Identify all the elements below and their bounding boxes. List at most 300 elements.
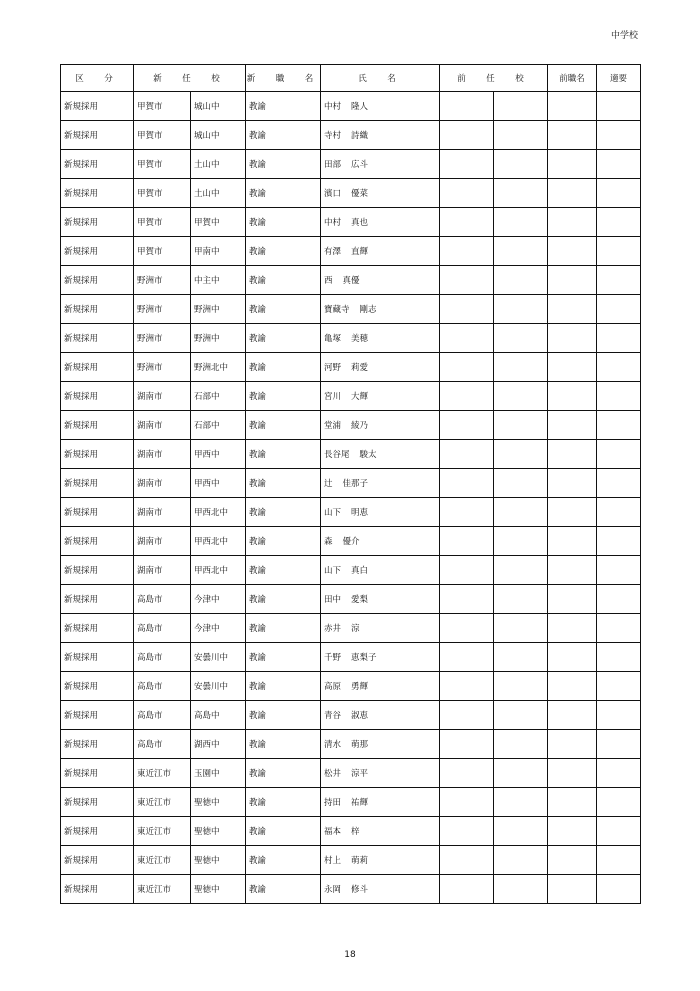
cell-prev-school [494, 150, 548, 179]
cell-school: 甲西中 [191, 440, 246, 469]
cell-name [321, 179, 440, 208]
cell-city: 甲賀市 [134, 208, 191, 237]
cell-city: 野洲市 [134, 295, 191, 324]
cell-remarks [597, 556, 641, 585]
cell-position: 教諭 [246, 150, 321, 179]
cell-city: 高島市 [134, 730, 191, 759]
cell-category: 新規採用 [61, 237, 134, 266]
table-row [61, 585, 641, 614]
cell-city: 東近江市 [134, 788, 191, 817]
table-header-row [61, 65, 641, 92]
given-name: 淑恵 [351, 711, 369, 721]
cell-position: 教諭 [246, 817, 321, 846]
given-name: 明恵 [351, 508, 369, 518]
cell-category: 新規採用 [61, 150, 134, 179]
given-name: 優介 [342, 537, 360, 547]
cell-position: 教諭 [246, 498, 321, 527]
header-new-school: 新 任 校 [134, 65, 246, 92]
family-name: 濱口 [324, 189, 342, 199]
given-name: 萌莉 [351, 856, 369, 866]
cell-name [321, 353, 440, 382]
cell-prev-school-city [440, 643, 494, 672]
cell-position: 教諭 [246, 382, 321, 411]
family-name: 中村 [324, 218, 342, 228]
cell-remarks [597, 614, 641, 643]
cell-name [321, 556, 440, 585]
cell-prev-position [548, 121, 597, 150]
cell-prev-school [494, 324, 548, 353]
cell-prev-position [548, 92, 597, 121]
cell-category: 新規採用 [61, 788, 134, 817]
cell-position: 教諭 [246, 324, 321, 353]
cell-prev-position [548, 150, 597, 179]
cell-prev-position [548, 411, 597, 440]
given-name: 駿太 [359, 450, 377, 460]
cell-prev-school-city [440, 846, 494, 875]
cell-remarks [597, 759, 641, 788]
cell-prev-position [548, 556, 597, 585]
cell-city: 甲賀市 [134, 92, 191, 121]
family-name: 山下 [324, 508, 342, 518]
table-row [61, 179, 641, 208]
cell-category: 新規採用 [61, 614, 134, 643]
table-row [61, 324, 641, 353]
table-row [61, 817, 641, 846]
cell-name [321, 846, 440, 875]
cell-category: 新規採用 [61, 730, 134, 759]
cell-remarks [597, 730, 641, 759]
cell-remarks [597, 875, 641, 904]
cell-prev-position [548, 266, 597, 295]
table-row [61, 846, 641, 875]
family-name: 千野 [324, 653, 342, 663]
cell-city: 高島市 [134, 614, 191, 643]
cell-name [321, 382, 440, 411]
cell-prev-school-city [440, 527, 494, 556]
page-number: 18 [344, 950, 356, 960]
cell-city: 甲賀市 [134, 237, 191, 266]
cell-prev-school-city [440, 411, 494, 440]
cell-school: 聖徳中 [191, 817, 246, 846]
table-row [61, 614, 641, 643]
table-row [61, 353, 641, 382]
given-name: 勇輝 [351, 682, 369, 692]
cell-category: 新規採用 [61, 701, 134, 730]
table-row [61, 672, 641, 701]
given-name: 萌那 [351, 740, 369, 750]
given-name: 愛梨 [351, 595, 369, 605]
cell-prev-school [494, 382, 548, 411]
cell-prev-school-city [440, 150, 494, 179]
table-row [61, 295, 641, 324]
cell-prev-school [494, 92, 548, 121]
given-name: 真優 [342, 276, 360, 286]
table-row [61, 701, 641, 730]
family-name: 持田 [324, 798, 342, 808]
cell-school: 土山中 [191, 150, 246, 179]
given-name: 佳那子 [342, 479, 369, 489]
cell-school: 甲西北中 [191, 527, 246, 556]
cell-prev-position [548, 382, 597, 411]
cell-category: 新規採用 [61, 440, 134, 469]
cell-school: 甲西北中 [191, 498, 246, 527]
table-row [61, 92, 641, 121]
family-name: 中村 [324, 102, 342, 112]
cell-name [321, 324, 440, 353]
family-name: 寶藏寺 [324, 305, 350, 315]
cell-category: 新規採用 [61, 324, 134, 353]
table-row [61, 121, 641, 150]
cell-position: 教諭 [246, 614, 321, 643]
cell-school: 聖徳中 [191, 846, 246, 875]
cell-remarks [597, 585, 641, 614]
cell-city: 東近江市 [134, 875, 191, 904]
cell-prev-position [548, 353, 597, 382]
cell-prev-school-city [440, 498, 494, 527]
cell-prev-school-city [440, 121, 494, 150]
cell-prev-position [548, 730, 597, 759]
table-row [61, 527, 641, 556]
cell-prev-school [494, 469, 548, 498]
cell-name [321, 295, 440, 324]
cell-prev-school-city [440, 92, 494, 121]
cell-prev-school-city [440, 875, 494, 904]
cell-prev-school [494, 498, 548, 527]
cell-name [321, 817, 440, 846]
family-name: 長谷尾 [324, 450, 350, 460]
cell-name [321, 411, 440, 440]
cell-category: 新規採用 [61, 121, 134, 150]
table-row [61, 237, 641, 266]
given-name: 梓 [351, 827, 360, 837]
cell-school: 城山中 [191, 121, 246, 150]
cell-prev-school [494, 295, 548, 324]
cell-name [321, 469, 440, 498]
cell-prev-position [548, 585, 597, 614]
cell-prev-position [548, 788, 597, 817]
cell-city: 野洲市 [134, 353, 191, 382]
cell-position: 教諭 [246, 701, 321, 730]
cell-name [321, 875, 440, 904]
cell-prev-position [548, 875, 597, 904]
family-name: 山下 [324, 566, 342, 576]
cell-prev-position [548, 469, 597, 498]
cell-school: 石部中 [191, 382, 246, 411]
cell-remarks [597, 672, 641, 701]
cell-category: 新規採用 [61, 817, 134, 846]
header-name: 氏 名 [321, 65, 440, 92]
cell-city: 湖南市 [134, 498, 191, 527]
table-row [61, 469, 641, 498]
header-new-position: 新 職 名 [246, 65, 321, 92]
cell-remarks [597, 701, 641, 730]
cell-prev-school [494, 614, 548, 643]
cell-remarks [597, 469, 641, 498]
cell-school: 聖徳中 [191, 875, 246, 904]
cell-prev-school [494, 585, 548, 614]
table-row [61, 759, 641, 788]
cell-prev-school [494, 440, 548, 469]
cell-prev-school [494, 672, 548, 701]
cell-remarks [597, 788, 641, 817]
cell-remarks [597, 498, 641, 527]
cell-prev-school [494, 121, 548, 150]
cell-prev-school [494, 411, 548, 440]
cell-position: 教諭 [246, 92, 321, 121]
cell-category: 新規採用 [61, 266, 134, 295]
cell-name [321, 208, 440, 237]
cell-category: 新規採用 [61, 759, 134, 788]
given-name: 詩織 [351, 131, 369, 141]
cell-position: 教諭 [246, 556, 321, 585]
cell-school: 野洲中 [191, 295, 246, 324]
cell-school: 土山中 [191, 179, 246, 208]
page-label: 中学校 [610, 31, 638, 41]
cell-category: 新規採用 [61, 382, 134, 411]
cell-prev-school-city [440, 585, 494, 614]
cell-school: 安曇川中 [191, 643, 246, 672]
cell-name [321, 121, 440, 150]
cell-remarks [597, 817, 641, 846]
family-name: 森 [324, 537, 333, 547]
table-row [61, 730, 641, 759]
cell-prev-school [494, 730, 548, 759]
cell-city: 湖南市 [134, 556, 191, 585]
cell-position: 教諭 [246, 875, 321, 904]
given-name: 修斗 [351, 885, 369, 895]
cell-prev-position [548, 498, 597, 527]
cell-category: 新規採用 [61, 585, 134, 614]
cell-category: 新規採用 [61, 672, 134, 701]
cell-category: 新規採用 [61, 643, 134, 672]
cell-city: 東近江市 [134, 846, 191, 875]
given-name: 直輝 [351, 247, 369, 257]
cell-remarks [597, 440, 641, 469]
given-name: 剛志 [359, 305, 377, 315]
cell-position: 教諭 [246, 527, 321, 556]
cell-name [321, 585, 440, 614]
family-name: 松井 [324, 769, 342, 779]
cell-name [321, 237, 440, 266]
cell-prev-school-city [440, 440, 494, 469]
cell-category: 新規採用 [61, 179, 134, 208]
cell-remarks [597, 121, 641, 150]
family-name: 高原 [324, 682, 342, 692]
cell-city: 東近江市 [134, 817, 191, 846]
cell-position: 教諭 [246, 266, 321, 295]
cell-name [321, 498, 440, 527]
cell-category: 新規採用 [61, 208, 134, 237]
cell-prev-school-city [440, 295, 494, 324]
cell-prev-school [494, 846, 548, 875]
table-body [61, 92, 641, 904]
cell-position: 教諭 [246, 237, 321, 266]
cell-remarks [597, 324, 641, 353]
header-category: 区 分 [61, 65, 134, 92]
cell-school: 甲賀中 [191, 208, 246, 237]
cell-city: 高島市 [134, 701, 191, 730]
family-name: 田部 [324, 160, 342, 170]
cell-prev-school-city [440, 237, 494, 266]
cell-name [321, 672, 440, 701]
cell-city: 野洲市 [134, 324, 191, 353]
cell-city: 湖南市 [134, 382, 191, 411]
cell-position: 教諭 [246, 440, 321, 469]
cell-school: 甲西中 [191, 469, 246, 498]
family-name: 寺村 [324, 131, 342, 141]
cell-prev-position [548, 643, 597, 672]
cell-name [321, 440, 440, 469]
cell-remarks [597, 527, 641, 556]
cell-city: 甲賀市 [134, 121, 191, 150]
cell-prev-school-city [440, 817, 494, 846]
cell-name [321, 730, 440, 759]
cell-category: 新規採用 [61, 411, 134, 440]
cell-position: 教諭 [246, 672, 321, 701]
cell-remarks [597, 92, 641, 121]
cell-name [321, 643, 440, 672]
cell-prev-school [494, 788, 548, 817]
cell-position: 教諭 [246, 295, 321, 324]
cell-name [321, 788, 440, 817]
cell-position: 教諭 [246, 846, 321, 875]
cell-prev-position [548, 614, 597, 643]
cell-city: 高島市 [134, 672, 191, 701]
cell-prev-school-city [440, 730, 494, 759]
cell-prev-school [494, 701, 548, 730]
header-prev-position: 前職名 [548, 65, 597, 92]
cell-remarks [597, 179, 641, 208]
given-name: 真也 [351, 218, 369, 228]
cell-city: 湖南市 [134, 440, 191, 469]
cell-prev-school-city [440, 556, 494, 585]
cell-category: 新規採用 [61, 469, 134, 498]
cell-remarks [597, 411, 641, 440]
cell-city: 湖南市 [134, 469, 191, 498]
cell-category: 新規採用 [61, 92, 134, 121]
cell-prev-school-city [440, 208, 494, 237]
cell-prev-position [548, 701, 597, 730]
cell-position: 教諭 [246, 759, 321, 788]
given-name: 隆人 [351, 102, 369, 112]
cell-name [321, 150, 440, 179]
cell-prev-school [494, 266, 548, 295]
family-name: 宮川 [324, 392, 342, 402]
cell-city: 湖南市 [134, 411, 191, 440]
cell-school: 高島中 [191, 701, 246, 730]
table-row [61, 875, 641, 904]
cell-name [321, 92, 440, 121]
cell-prev-school [494, 759, 548, 788]
cell-prev-position [548, 324, 597, 353]
cell-school: 甲西北中 [191, 556, 246, 585]
cell-school: 甲南中 [191, 237, 246, 266]
cell-remarks [597, 643, 641, 672]
table-row [61, 150, 641, 179]
family-name: 堂浦 [324, 421, 342, 431]
cell-remarks [597, 353, 641, 382]
cell-prev-school-city [440, 759, 494, 788]
cell-prev-school-city [440, 672, 494, 701]
table-row [61, 266, 641, 295]
table-row [61, 440, 641, 469]
cell-school: 中主中 [191, 266, 246, 295]
cell-name [321, 614, 440, 643]
cell-school: 玉園中 [191, 759, 246, 788]
cell-school: 城山中 [191, 92, 246, 121]
cell-remarks [597, 237, 641, 266]
cell-school: 野洲北中 [191, 353, 246, 382]
given-name: 涼平 [351, 769, 369, 779]
cell-school: 今津中 [191, 585, 246, 614]
cell-prev-school-city [440, 179, 494, 208]
family-name: 辻 [324, 479, 333, 489]
given-name: 真白 [351, 566, 369, 576]
cell-remarks [597, 150, 641, 179]
cell-category: 新規採用 [61, 556, 134, 585]
cell-prev-school-city [440, 266, 494, 295]
cell-prev-school-city [440, 469, 494, 498]
cell-remarks [597, 846, 641, 875]
cell-prev-position [548, 208, 597, 237]
family-name: 村上 [324, 856, 342, 866]
cell-prev-position [548, 527, 597, 556]
cell-remarks [597, 208, 641, 237]
cell-prev-school [494, 556, 548, 585]
cell-school: 安曇川中 [191, 672, 246, 701]
cell-category: 新規採用 [61, 846, 134, 875]
cell-city: 東近江市 [134, 759, 191, 788]
family-name: 河野 [324, 363, 342, 373]
cell-school: 野洲中 [191, 324, 246, 353]
cell-position: 教諭 [246, 208, 321, 237]
cell-prev-position [548, 295, 597, 324]
family-name: 青谷 [324, 711, 342, 721]
cell-prev-position [548, 237, 597, 266]
cell-prev-school [494, 643, 548, 672]
cell-prev-school [494, 875, 548, 904]
given-name: 恵梨子 [351, 653, 377, 663]
cell-name [321, 266, 440, 295]
given-name: 美穂 [351, 334, 369, 344]
table-row [61, 788, 641, 817]
family-name: 福本 [324, 827, 342, 837]
family-name: 田中 [324, 595, 342, 605]
family-name: 有澤 [324, 247, 342, 257]
cell-category: 新規採用 [61, 295, 134, 324]
cell-city: 甲賀市 [134, 179, 191, 208]
cell-category: 新規採用 [61, 875, 134, 904]
cell-remarks [597, 295, 641, 324]
family-name: 永岡 [324, 885, 342, 895]
cell-prev-school [494, 527, 548, 556]
cell-prev-school [494, 179, 548, 208]
cell-prev-school [494, 237, 548, 266]
cell-prev-position [548, 672, 597, 701]
cell-prev-position [548, 179, 597, 208]
cell-school: 聖徳中 [191, 788, 246, 817]
given-name: 広斗 [351, 160, 369, 170]
cell-school: 石部中 [191, 411, 246, 440]
cell-prev-school-city [440, 353, 494, 382]
given-name: 涼 [351, 624, 360, 634]
given-name: 祐輝 [351, 798, 369, 808]
table-row [61, 382, 641, 411]
personnel-table [60, 64, 641, 904]
cell-school: 今津中 [191, 614, 246, 643]
given-name: 綾乃 [351, 421, 369, 431]
cell-prev-school-city [440, 701, 494, 730]
